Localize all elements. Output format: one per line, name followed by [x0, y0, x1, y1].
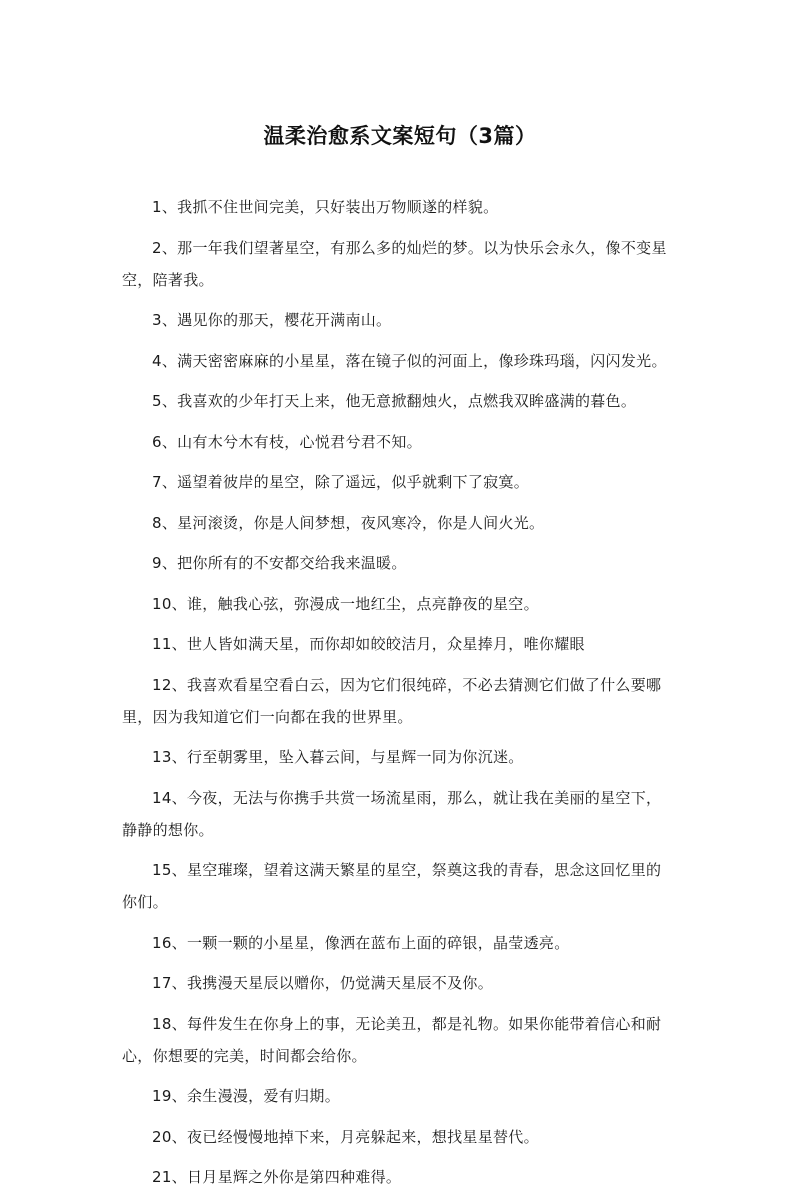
paragraph-14: 14、今夜，无法与你携手共赏一场流星雨，那么，就让我在美丽的星空下，静静的想你。 [122, 788, 662, 839]
paragraph-5: 5、我喜欢的少年打天上来，他无意掀翻烛火，点燃我双眸盛满的暮色。 [152, 392, 637, 410]
paragraph-21: 21、日月星辉之外你是第四种难得。 [152, 1168, 402, 1186]
paragraph-19: 19、余生漫漫，爱有归期。 [152, 1087, 340, 1105]
paragraph-7: 7、遥望着彼岸的星空，除了遥远，似乎就剩下了寂寞。 [152, 473, 530, 491]
paragraph-1: 1、我抓不住世间完美，只好装出万物顺遂的样貌。 [152, 198, 499, 216]
paragraph-4: 4、满天密密麻麻的小星星，落在镜子似的河面上，像珍珠玛瑙，闪闪发光。 [152, 351, 667, 370]
paragraph-8: 8、星河滚烫，你是人间梦想，夜风寒冷，你是人间火光。 [152, 513, 545, 532]
paragraph-13: 13、行至朝雾里，坠入暮云间，与星辉一同为你沉迷。 [152, 748, 524, 766]
paragraph-12: 12、我喜欢看星空看白云，因为它们很纯碎，不必去猜测它们做了什么要哪里，因为我知道它们一向都在我的世界里。 [122, 675, 662, 726]
paragraph-16: 16、一颗一颗的小星星，像洒在蓝布上面的碎银，晶莹透亮。 [152, 933, 570, 952]
paragraph-20: 20、夜已经慢慢地掉下来，月亮躲起来，想找星星替代。 [152, 1127, 539, 1146]
paragraph-17: 17、我携漫天星辰以赠你，仍觉满天星辰不及你。 [152, 974, 493, 992]
paragraph-9: 9、把你所有的不安都交给我来温暖。 [152, 554, 407, 572]
paragraph-6: 6、山有木兮木有枝，心悦君兮君不知。 [152, 432, 422, 451]
paragraph-3: 3、遇见你的那天，樱花开满南山。 [152, 311, 392, 329]
paragraph-10: 10、谁，触我心弦，弥漫成一地红尘，点亮静夜的星空。 [152, 594, 539, 613]
paragraph-2: 2、那一年我们望著星空，有那么多的灿烂的梦。以为快乐会永久，像不变星空，陪著我。 [122, 238, 667, 289]
paragraph-15: 15、星空璀璨，望着这满天繁星的星空，祭奠这我的青春，思念这回忆里的你们。 [122, 861, 662, 911]
document-title: 温柔治愈系文案短句（3篇） [263, 124, 537, 148]
paragraph-18: 18、每件发生在你身上的事，无论美丑，都是礼物。如果你能带着信心和耐心，你想要的完美，时间都会给你。 [122, 1014, 662, 1065]
document-body [122, 191, 670, 1202]
paragraph-11: 11、世人皆如满天星，而你却如皎皎洁月，众星捧月，唯你耀眼 [152, 635, 585, 653]
